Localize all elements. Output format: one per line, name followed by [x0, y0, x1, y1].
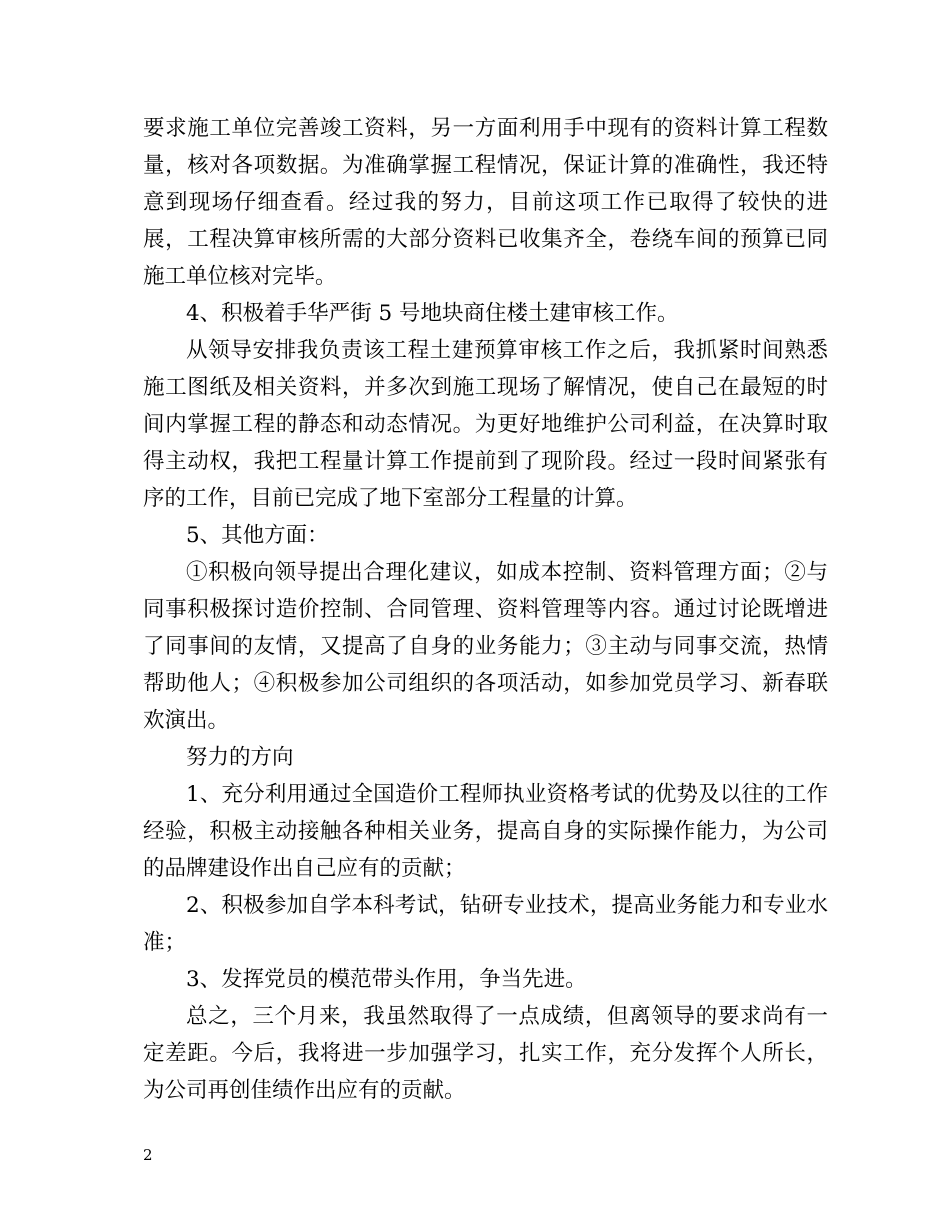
direction-item-2: 2、积极参加自学本科考试，钻研专业技术，提高业务能力和专业水准；: [143, 893, 828, 955]
direction-item-1: 1、充分利用通过全国造价工程师执业资格考试的优势及以往的工作经验，积极主动接触各种相关业务，提高自身的实际操作能力，为公司的品牌建设作出自己应有的贡献；: [143, 782, 828, 881]
direction-item-3: 3、发挥党员的模范带头作用，争当先进。: [186, 967, 587, 992]
section-heading: 努力的方向: [186, 745, 294, 770]
page-number: 2: [143, 1146, 153, 1164]
paragraph-item-4: 4、积极着手华严街 5 号地块商住楼土建审核工作。: [186, 301, 679, 326]
paragraph-continuation: 要求施工单位完善竣工资料，另一方面利用手中现有的资料计算工程数量，核对各项数据。为准确掌握工程情况，保证计算的准确性，我还特意到现场仔细查看。经过我的努力，目前这项工作已取得了较快的进展，工程决算审核所需的大部分资料已收集齐全，卷绕车间的预算已同施工单位核对完毕。: [143, 116, 828, 289]
paragraph: ①积极向领导提出合理化建议，如成本控制、资料管理方面；②与同事积极探讨造价控制、合同管理、资料管理等内容。通过讨论既增进了同事间的友情，又提高了自身的业务能力；③主动与同事交流，热情帮助他人；④积极参加公司组织的各项活动，如参加党员学习、新春联欢演出。: [143, 560, 828, 733]
conclusion-paragraph: 总之，三个月来，我虽然取得了一点成绩，但离领导的要求尚有一定差距。今后，我将进一步加强学习，扎实工作，充分发挥个人所长，为公司再创佳绩作出应有的贡献。: [143, 1004, 828, 1103]
body-text: [143, 110, 828, 1109]
paragraph-item-5: 5、其他方面：: [186, 523, 329, 548]
paragraph: 从领导安排我负责该工程土建预算审核工作之后，我抓紧时间熟悉施工图纸及相关资料，并多次到施工现场了解情况，使自己在最短的时间内掌握工程的静态和动态情况。为更好地维护公司利益，在决算时取得主动权，我把工程量计算工作提前到了现阶段。经过一段时间紧张有序的工作，目前已完成了地下室部分工程量的计算。: [143, 338, 828, 511]
